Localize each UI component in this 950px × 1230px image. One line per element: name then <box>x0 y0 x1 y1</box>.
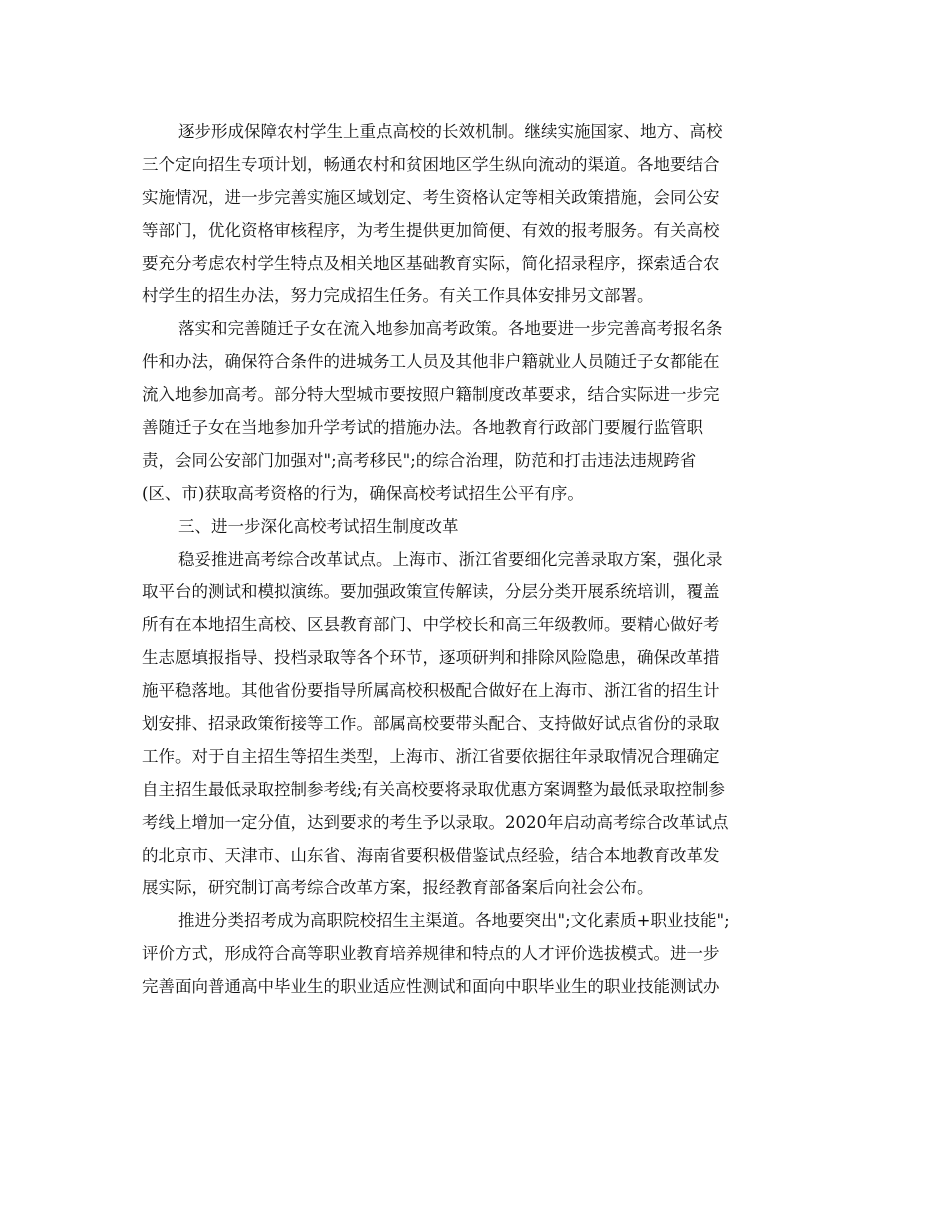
text-line: 自主招生最低录取控制参考线;有关高校要将录取优惠方案调整为最低录取控制参 <box>142 779 726 799</box>
text-line: 落实和完善随迁子女在流入地参加高考政策。各地要进一步完善高考报名条 <box>178 319 723 339</box>
text-line: 逐步形成保障农村学生上重点高校的长效机制。继续实施国家、地方、高校 <box>178 122 723 141</box>
text-line: 善随迁子女在当地参加升学考试的措施办法。各地教育行政部门要履行监管职 <box>142 418 703 438</box>
text-line: 责，会同公安部门加强对";高考移民";的综合治理，防范和打击违法违规跨省 <box>142 450 697 470</box>
section-heading <box>142 511 806 544</box>
text-line: 等部门，优化资格审核程序，为考生提供更加简便、有效的报考服务。有关高校 <box>142 220 720 240</box>
text-line: 实施情况，进一步完善实施区域划定、考生资格认定等相关政策措施，会同公安 <box>142 187 720 207</box>
text-line: 要充分考虑农村学生特点及相关地区基础教育实际，简化招录程序，探索适合农 <box>142 253 720 273</box>
text-line: 的北京市、天津市、山东省、海南省要积极借鉴试点经验，结合本地教育改革发 <box>142 845 720 865</box>
text-line: (区、市)获取高考资格的行为，确保高校考试招生公平有序。 <box>142 483 584 503</box>
text-line: 考线上增加一定分值，达到要求的考生予以录取。2020年启动高考综合改革试点 <box>142 812 729 832</box>
text-line: 完善面向普通高中毕业生的职业适应性测试和面向中职毕业生的职业技能测试办 <box>142 977 720 997</box>
text-line: 划安排、招录政策衔接等工作。部属高校要带头配合、支持做好试点省份的录取 <box>142 714 720 734</box>
paragraph-reform-pilot <box>142 544 806 906</box>
text-line: 展实际，研究制订高考综合改革方案，报经教育部备案后向社会公布。 <box>142 878 654 898</box>
heading-line: 三、进一步深化高校考试招生制度改革 <box>178 516 459 536</box>
text-line: 工作。对于自主招生等招生类型，上海市、浙江省要依据往年录取情况合理确定 <box>142 746 720 766</box>
text-line: 施平稳落地。其他省份要指导所属高校积极配合做好在上海市、浙江省的招生计 <box>142 681 720 701</box>
text-line: 评价方式，形成符合高等职业教育培养规律和特点的人才评价选拔模式。进一步 <box>142 944 720 964</box>
paragraph-rural-students <box>142 116 806 313</box>
text-line: 三个定向招生专项计划，畅通农村和贫困地区学生纵向流动的渠道。各地要结合 <box>142 154 720 174</box>
text-line: 所有在本地招生高校、区县教育部门、中学校长和高三年级教师。要精心做好考 <box>142 615 720 635</box>
document-body <box>142 116 806 1004</box>
paragraph-vocational-admission <box>142 905 806 1004</box>
text-line: 流入地参加高考。部分特大型城市要按照户籍制度改革要求，结合实际进一步完 <box>142 385 720 405</box>
paragraph-migrant-children <box>142 313 806 510</box>
text-line: 取平台的测试和模拟演练。要加强政策宣传解读，分层分类开展系统培训，覆盖 <box>142 582 720 602</box>
text-line: 村学生的招生办法，努力完成招生任务。有关工作具体安排另文部署。 <box>142 286 654 306</box>
text-line: 推进分类招考成为高职院校招生主渠道。各地要突出";文化素质+职业技能"; <box>178 911 730 931</box>
text-line: 件和办法，确保符合条件的进城务工人员及其他非户籍就业人员随迁子女都能在 <box>142 352 720 372</box>
text-line: 生志愿填报指导、投档录取等各个环节，逐项研判和排除风险隐患，确保改革措 <box>142 648 720 668</box>
text-line: 稳妥推进高考综合改革试点。上海市、浙江省要细化完善录取方案，强化录 <box>178 549 723 569</box>
